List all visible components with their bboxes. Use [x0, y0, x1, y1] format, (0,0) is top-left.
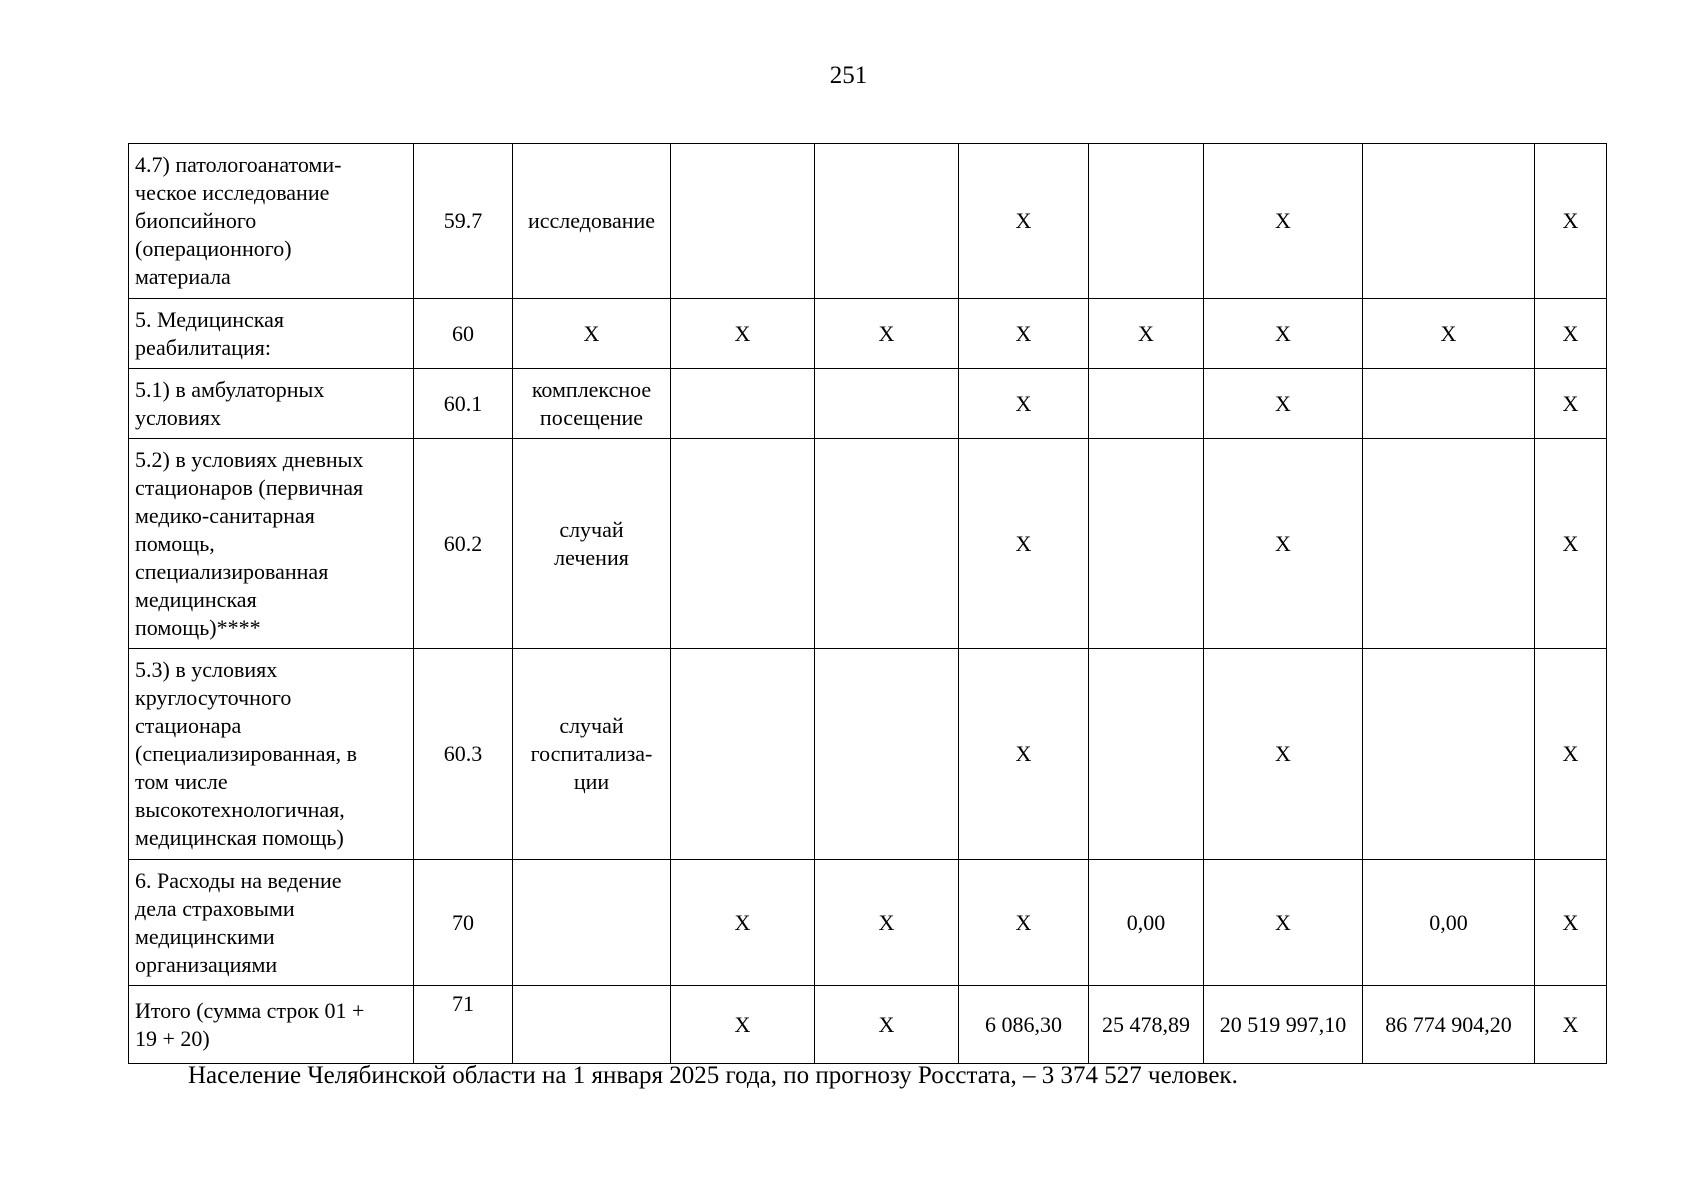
table-cell: X	[1535, 369, 1607, 439]
table-cell	[1089, 649, 1204, 860]
row-code: 60.2	[414, 439, 513, 649]
table-cell: X	[959, 860, 1089, 986]
table-cell: X	[1535, 649, 1607, 860]
table-cell: X	[1535, 986, 1607, 1064]
table-cell: X	[1535, 439, 1607, 649]
table-row	[129, 649, 1607, 860]
row-code: 60	[414, 299, 513, 369]
row-name: 5.2) в условиях дневных стационаров (первичная медико-санитарная помощь, специализированная медицинская помощь)****	[129, 439, 414, 649]
table-cell: X	[815, 860, 959, 986]
table-row	[129, 860, 1607, 986]
table-cell	[815, 369, 959, 439]
table-cell: X	[1535, 860, 1607, 986]
row-name: 5.1) в амбулаторных условиях	[129, 369, 414, 439]
row-name: 6. Расходы на ведение дела страховыми медицинскими организациями	[129, 860, 414, 986]
row-name: Итого (сумма строк 01 + 19 + 20)	[129, 986, 414, 1064]
table-cell	[1089, 369, 1204, 439]
data-table	[128, 143, 1607, 1064]
row-name: 5. Медицинская реабилитация:	[129, 299, 414, 369]
table-cell: X	[959, 299, 1089, 369]
table-cell: 0,00	[1363, 860, 1535, 986]
row-name: 5.3) в условиях круглосуточного стационара (специализированная, в том числе высокотехнологичная, медицинская помощь)	[129, 649, 414, 860]
row-code: 60.3	[414, 649, 513, 860]
table-cell	[1363, 649, 1535, 860]
row-unit	[513, 860, 671, 986]
table-cell	[815, 649, 959, 860]
population-footnote: Население Челябинской области на 1 января 2025 года, по прогнозу Росстата, – 3 374 527 человек.	[188, 1062, 1238, 1089]
table-cell	[815, 439, 959, 649]
table-row	[129, 299, 1607, 369]
table-cell	[1363, 144, 1535, 299]
table-cell: X	[959, 369, 1089, 439]
row-unit: исследование	[513, 144, 671, 299]
table-cell: X	[1204, 299, 1363, 369]
table-cell: X	[1089, 299, 1204, 369]
row-unit: случай лечения	[513, 439, 671, 649]
table-cell: 20 519 997,10	[1204, 986, 1363, 1064]
table-cell: X	[1535, 144, 1607, 299]
table-cell: X	[1204, 369, 1363, 439]
table-cell	[671, 439, 815, 649]
row-unit: X	[513, 299, 671, 369]
row-code: 71	[414, 986, 513, 1064]
table-cell: X	[959, 649, 1089, 860]
row-code: 59.7	[414, 144, 513, 299]
table-cell: X	[1535, 299, 1607, 369]
table-cell: X	[815, 986, 959, 1064]
table-cell	[1089, 439, 1204, 649]
table-row	[129, 369, 1607, 439]
row-name: 4.7) патологоанатоми- ческое исследование биопсийного (операционного) материала	[129, 144, 414, 299]
table-cell: X	[671, 986, 815, 1064]
table-cell: X	[1204, 439, 1363, 649]
table-cell	[671, 369, 815, 439]
row-unit: комплексное посещение	[513, 369, 671, 439]
table-cell	[1363, 369, 1535, 439]
table-cell: X	[959, 144, 1089, 299]
table-cell: X	[1204, 860, 1363, 986]
table-cell	[1363, 439, 1535, 649]
table-cell: 86 774 904,20	[1363, 986, 1535, 1064]
table-cell: X	[1204, 649, 1363, 860]
table-cell	[671, 649, 815, 860]
table-cell	[815, 144, 959, 299]
row-code: 60.1	[414, 369, 513, 439]
row-code: 70	[414, 860, 513, 986]
table-cell: 25 478,89	[1089, 986, 1204, 1064]
table-cell: 6 086,30	[959, 986, 1089, 1064]
table-cell: X	[959, 439, 1089, 649]
table-cell: X	[671, 299, 815, 369]
table-cell: X	[671, 860, 815, 986]
row-unit	[513, 986, 671, 1064]
table-cell	[671, 144, 815, 299]
page-number: 251	[829, 62, 868, 89]
table-cell: X	[1204, 144, 1363, 299]
table-cell: 0,00	[1089, 860, 1204, 986]
table-cell: X	[1363, 299, 1535, 369]
table-cell: X	[815, 299, 959, 369]
row-unit: случай госпитализа- ции	[513, 649, 671, 860]
table-cell	[1089, 144, 1204, 299]
table-row	[129, 986, 1607, 1064]
table-row	[129, 144, 1607, 299]
table-row	[129, 439, 1607, 649]
